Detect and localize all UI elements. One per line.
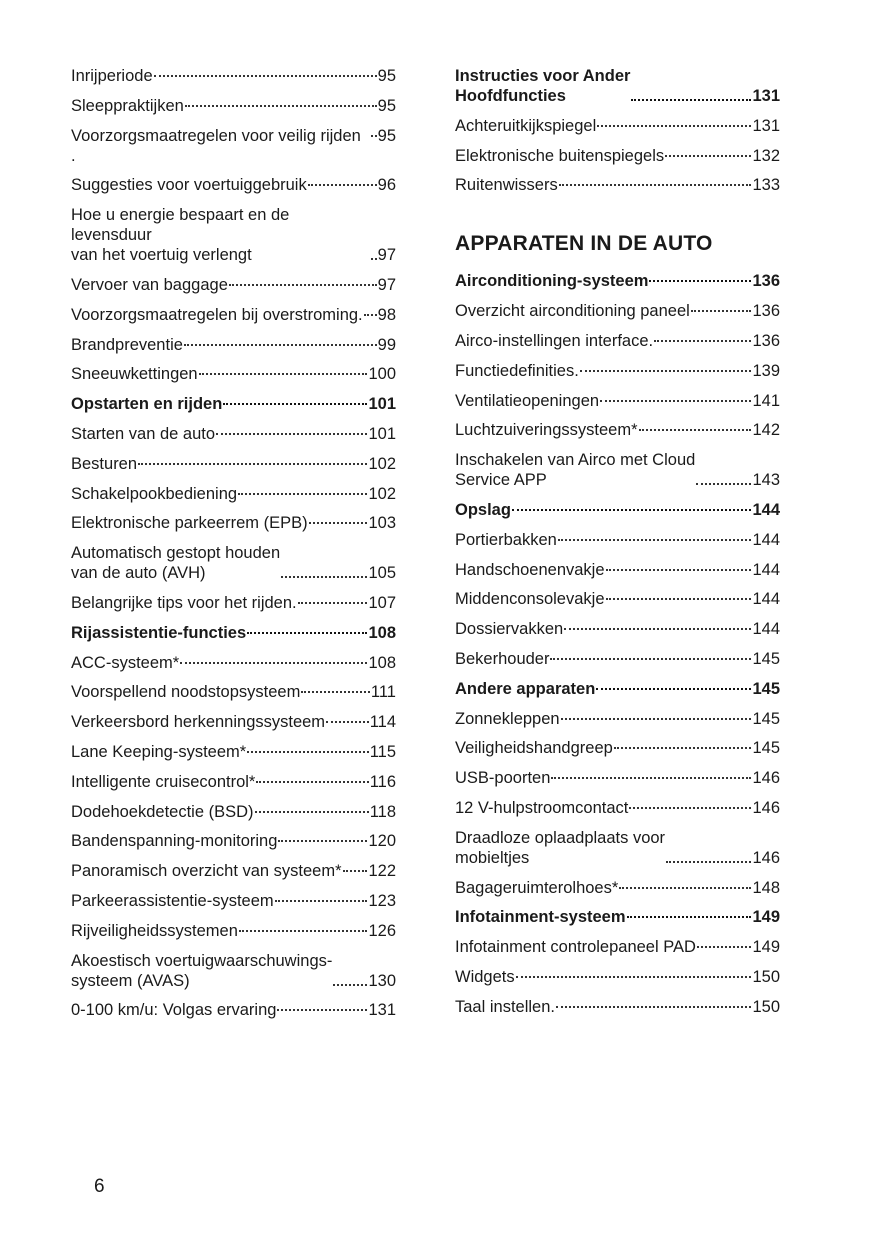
toc-entry[interactable]: [455, 391, 780, 411]
toc-entry-page: 103: [368, 514, 396, 533]
dot-leader: [275, 894, 368, 902]
toc-entry-page: 131: [752, 87, 780, 105]
toc-right-column: [455, 66, 780, 1027]
toc-entry-page: 145: [752, 709, 780, 728]
dot-leader: [696, 477, 751, 485]
toc-entry-page: 108: [368, 653, 396, 672]
toc-entry-page: 101: [368, 424, 396, 443]
toc-entry[interactable]: [71, 335, 396, 355]
toc-entry-page: 145: [752, 649, 780, 668]
dot-leader: [309, 516, 368, 524]
toc-entry-page: 95: [377, 67, 396, 85]
toc-entry[interactable]: [71, 424, 396, 444]
dot-leader: [691, 304, 752, 312]
toc-entry-page: 136: [752, 302, 780, 321]
dot-leader: [580, 364, 752, 372]
toc-entry[interactable]: [71, 66, 396, 86]
dot-leader: [247, 626, 367, 634]
toc-entry-title: Opstarten en rijden: [71, 395, 223, 414]
dot-leader: [223, 397, 367, 405]
dot-leader: [558, 533, 752, 541]
toc-entry[interactable]: [71, 513, 396, 533]
toc-entry-page: 98: [377, 305, 396, 324]
toc-entry[interactable]: [71, 891, 396, 911]
toc-chapter-entry[interactable]: [455, 907, 780, 927]
toc-entry-page: 116: [369, 772, 396, 791]
toc-entry-title: USB-poorten: [455, 769, 551, 788]
toc-entry[interactable]: [455, 175, 780, 195]
toc-entry-title: Airco-instellingen interface.: [455, 331, 654, 350]
toc-entry-title: Akoestisch voertuigwaarschuwings- systeem (AVAS): [71, 951, 333, 990]
dot-leader: [229, 278, 377, 286]
toc-entry-title: Portierbakken: [455, 530, 557, 549]
toc-entry-title: Hoe u energie bespaart en de levensduur van het voertuig verlengt: [71, 206, 290, 265]
toc-entry-title: Ventilatieopeningen: [455, 391, 600, 410]
toc-entry-page: 95: [377, 126, 396, 145]
toc-entry-page: 150: [752, 967, 780, 986]
toc-entry-page: 144: [752, 500, 780, 519]
dot-leader: [343, 864, 368, 872]
toc-entry[interactable]: [71, 653, 396, 673]
dot-leader: [551, 771, 751, 779]
toc-entry-title: Bekerhouder: [455, 649, 550, 668]
toc-entry[interactable]: [455, 649, 780, 669]
toc-entry[interactable]: [71, 682, 396, 702]
page-number: 6: [94, 1176, 105, 1197]
toc-entry[interactable]: [455, 768, 780, 788]
toc-entry-title: Vervoer van baggage: [71, 275, 228, 294]
section-heading: APPARATEN IN DE AUTO: [455, 232, 713, 256]
toc-entry-title: Sneeuwkettingen: [71, 365, 198, 384]
toc-entry[interactable]: [71, 364, 396, 384]
toc-entry[interactable]: [455, 146, 780, 166]
toc-entry[interactable]: [71, 96, 396, 116]
dot-leader: [631, 93, 751, 101]
dot-leader: [666, 855, 751, 863]
toc-entry-title: Elektronische buitenspiegels: [455, 146, 665, 165]
toc-entry-title: Automatisch gestopt houden van de auto (AVH): [71, 544, 281, 583]
toc-entry-page: 144: [752, 530, 780, 549]
toc-entry[interactable]: [455, 420, 780, 440]
dot-leader: [184, 338, 377, 346]
toc-entry[interactable]: [455, 937, 780, 957]
toc-entry-page: 97: [377, 246, 396, 265]
toc-entry-title: ACC-systeem*: [71, 653, 180, 672]
toc-entry[interactable]: [455, 967, 780, 987]
toc-entry-page: 114: [369, 713, 396, 732]
toc-entry-page: 108: [368, 623, 396, 642]
dot-leader: [277, 1003, 367, 1011]
toc-entry-page: 136: [752, 272, 780, 291]
dot-leader: [301, 685, 370, 693]
dot-leader: [247, 745, 368, 753]
dot-leader: [138, 457, 367, 465]
dot-leader: [649, 274, 751, 282]
toc-entry-title: Inschakelen van Airco met Cloud Service APP: [455, 451, 696, 490]
toc-entry-title: Dodehoekdetectie (BSD): [71, 802, 254, 821]
toc-entry-title: Voorspellend noodstopsysteem: [71, 683, 301, 702]
dot-leader: [256, 775, 368, 783]
toc-entry[interactable]: [71, 175, 396, 195]
toc-entry-title: Rijveiligheidssystemen: [71, 921, 238, 940]
toc-entry[interactable]: [71, 951, 396, 991]
toc-entry[interactable]: [71, 1000, 396, 1020]
toc-entry[interactable]: [455, 331, 780, 351]
dot-leader: [556, 1000, 751, 1008]
toc-entry[interactable]: [71, 712, 396, 732]
toc-entry-page: 145: [752, 679, 780, 698]
toc-entry-page: 105: [368, 564, 396, 583]
dot-leader: [600, 394, 751, 402]
toc-entry-title: Veiligheidshandgreep: [455, 739, 613, 758]
toc-entry-page: 146: [752, 769, 780, 788]
dot-leader: [606, 563, 752, 571]
toc-entry-page: 111: [370, 683, 396, 702]
toc-chapter-entry[interactable]: [455, 500, 780, 520]
toc-entry[interactable]: [71, 205, 396, 265]
toc-entry[interactable]: [455, 530, 780, 550]
toc-entry[interactable]: [455, 450, 780, 490]
toc-entry[interactable]: [71, 275, 396, 295]
dot-leader: [697, 940, 752, 948]
dot-leader: [512, 503, 752, 511]
dot-leader: [606, 592, 752, 600]
dot-leader: [564, 622, 751, 630]
toc-entry-page: 146: [752, 798, 780, 817]
toc-entry-page: 100: [368, 365, 396, 384]
toc-entry-page: 143: [752, 471, 780, 490]
toc-entry-title: Airconditioning-systeem: [455, 272, 649, 291]
toc-entry-title: Sleeppraktijken: [71, 96, 184, 115]
dot-leader: [238, 487, 367, 495]
toc-entry[interactable]: [455, 619, 780, 639]
toc-entry-title: Andere apparaten: [455, 679, 596, 698]
toc-entry[interactable]: [71, 831, 396, 851]
toc-entry-title: Verkeersbord herkenningssysteem: [71, 713, 326, 732]
toc-entry[interactable]: [71, 543, 396, 583]
toc-entry-page: 118: [369, 802, 396, 821]
dot-leader: [364, 308, 377, 316]
toc-entry-title: Starten van de auto: [71, 424, 216, 443]
dot-leader: [665, 149, 751, 157]
toc-entry-title: Suggesties voor voertuiggebruik: [71, 176, 307, 195]
dot-leader: [561, 712, 752, 720]
dot-leader: [597, 119, 751, 127]
dot-leader: [639, 423, 752, 431]
toc-entry-page: 149: [752, 938, 780, 957]
toc-entry-page: 126: [368, 921, 396, 940]
toc-entry[interactable]: [455, 997, 780, 1017]
toc-entry-title: Draadloze oplaadplaats voor mobieltjes: [455, 828, 666, 867]
toc-entry[interactable]: [455, 709, 780, 729]
toc-entry-page: 131: [368, 1001, 396, 1020]
dot-leader: [559, 178, 752, 186]
toc-entry[interactable]: [71, 484, 396, 504]
dot-leader: [281, 570, 367, 578]
toc-entry-page: 145: [752, 739, 780, 758]
toc-entry-page: 122: [368, 862, 396, 881]
toc-entry[interactable]: [455, 878, 780, 898]
toc-entry-title: Opslag: [455, 500, 511, 519]
dot-leader: [619, 881, 751, 889]
toc-entry-page: 150: [752, 997, 780, 1016]
toc-entry-page: 115: [369, 742, 396, 761]
toc-entry-title: Voorzorgsmaatregelen bij overstroming.: [71, 305, 363, 324]
toc-entry[interactable]: [455, 798, 780, 818]
dot-leader: [654, 334, 751, 342]
toc-entry-title: Lane Keeping-systeem*: [71, 742, 247, 761]
toc-entry[interactable]: [71, 772, 396, 792]
toc-entry-title: Schakelpookbediening: [71, 484, 238, 503]
toc-entry-page: 99: [377, 335, 396, 354]
dot-leader: [185, 99, 377, 107]
dot-leader: [298, 596, 368, 604]
toc-entry[interactable]: [71, 454, 396, 474]
toc-chapter-entry[interactable]: [455, 66, 780, 106]
toc-entry-page: 133: [752, 176, 780, 195]
dot-leader: [308, 178, 377, 186]
toc-entry-page: 144: [752, 590, 780, 609]
toc-entry-title: Achteruitkijkspiegel: [455, 116, 597, 135]
toc-entry-title: Dossiervakken: [455, 620, 564, 639]
toc-left-column: [71, 66, 396, 1030]
toc-right-bottom-group: [455, 271, 780, 1016]
toc-entry-title: Bandenspanning-monitoring: [71, 832, 278, 851]
toc-entry-title: 12 V-hulpstroomcontact: [455, 798, 629, 817]
toc-right-top-group: [455, 66, 780, 195]
toc-entry[interactable]: [455, 361, 780, 381]
toc-entry[interactable]: [455, 301, 780, 321]
toc-entry-title: Handschoenenvakje: [455, 560, 605, 579]
toc-entry[interactable]: [455, 560, 780, 580]
toc-entry-page: 131: [752, 116, 780, 135]
dot-leader: [239, 924, 368, 932]
toc-entry-title: Belangrijke tips voor het rijden.: [71, 593, 297, 612]
toc-entry-title: Luchtzuiveringssysteem*: [455, 421, 638, 440]
toc-entry[interactable]: [71, 802, 396, 822]
toc-entry-page: 107: [368, 593, 396, 612]
dot-leader: [278, 834, 367, 842]
dot-leader: [550, 652, 751, 660]
toc-entry[interactable]: [71, 861, 396, 881]
toc-entry-page: 139: [752, 361, 780, 380]
toc-entry-page: 123: [368, 891, 396, 910]
dot-leader: [627, 910, 752, 918]
toc-entry-title: Inrijperiode: [71, 67, 153, 85]
toc-entry-title: Instructies voor Ander Hoofdfuncties: [455, 67, 631, 105]
toc-entry-page: 148: [752, 878, 780, 897]
toc-entry-title: Infotainment-systeem: [455, 908, 626, 927]
toc-entry-title: 0-100 km/u: Volgas ervaring: [71, 1001, 277, 1020]
dot-leader: [614, 741, 752, 749]
toc-entry-title: Zonnekleppen: [455, 709, 560, 728]
toc-entry-title: Rijassistentie-functies: [71, 623, 247, 642]
toc-entry-title: Parkeerassistentie-systeem: [71, 891, 274, 910]
toc-entry[interactable]: [455, 116, 780, 136]
toc-entry-page: 136: [752, 331, 780, 350]
dot-leader: [180, 656, 367, 664]
toc-chapter-entry[interactable]: [71, 623, 396, 643]
dot-leader: [199, 367, 368, 375]
toc-entry-page: 130: [368, 971, 396, 990]
dot-leader: [371, 129, 377, 137]
toc-entry[interactable]: [455, 589, 780, 609]
toc-entry-title: Widgets: [455, 967, 515, 986]
dot-leader: [596, 682, 751, 690]
dot-leader: [326, 715, 369, 723]
toc-entry-title: Brandpreventie: [71, 335, 183, 354]
dot-leader: [154, 69, 377, 77]
toc-entry[interactable]: [455, 828, 780, 868]
dot-leader: [629, 801, 751, 809]
toc-entry-page: 141: [752, 391, 780, 410]
toc-chapter-entry[interactable]: [71, 394, 396, 414]
dot-leader: [333, 978, 367, 986]
dot-leader: [255, 805, 369, 813]
toc-entry-title: Bagageruimterolhoes*: [455, 878, 619, 897]
toc-entry[interactable]: [71, 593, 396, 613]
toc-entry-title: Voorzorgsmaatregelen voor veilig rijden .: [71, 126, 361, 165]
toc-entry-page: 132: [752, 146, 780, 165]
dot-leader: [216, 427, 367, 435]
toc-entry-page: 102: [368, 484, 396, 503]
toc-entry-title: Functiedefinities.: [455, 361, 579, 380]
toc-entry-page: 146: [752, 848, 780, 867]
toc-entry-title: Panoramisch overzicht van systeem*: [71, 862, 342, 881]
toc-entry[interactable]: [71, 305, 396, 325]
toc-entry-page: 95: [377, 96, 396, 115]
toc-entry-page: 120: [368, 832, 396, 851]
toc-entry-title: Elektronische parkeerrem (EPB): [71, 514, 308, 533]
toc-chapter-entry[interactable]: [455, 271, 780, 291]
toc-entry-title: Taal instellen.: [455, 997, 555, 1016]
dot-leader: [371, 252, 377, 260]
toc-entry-page: 144: [752, 560, 780, 579]
toc-entry[interactable]: [71, 742, 396, 762]
toc-entry-page: 96: [377, 176, 396, 195]
toc-entry-title: Ruitenwissers: [455, 176, 558, 195]
toc-chapter-entry[interactable]: [455, 679, 780, 699]
dot-leader: [516, 970, 752, 978]
toc-entry-title: Overzicht airconditioning paneel: [455, 302, 690, 321]
toc-entry-title: Middenconsolevakje: [455, 590, 605, 609]
toc-entry-page: 142: [752, 421, 780, 440]
toc-entry-page: 144: [752, 620, 780, 639]
toc-entry-page: 149: [752, 908, 780, 927]
toc-entry[interactable]: [71, 921, 396, 941]
toc-entry[interactable]: [71, 126, 396, 166]
toc-entry-page: 101: [368, 395, 396, 414]
toc-entry-page: 102: [368, 454, 396, 473]
toc-entry-page: 97: [377, 275, 396, 294]
toc-entry-title: Intelligente cruisecontrol*: [71, 772, 256, 791]
toc-entry-title: Infotainment controlepaneel PAD: [455, 938, 696, 957]
toc-entry[interactable]: [455, 738, 780, 758]
toc-entry-title: Besturen: [71, 454, 138, 473]
